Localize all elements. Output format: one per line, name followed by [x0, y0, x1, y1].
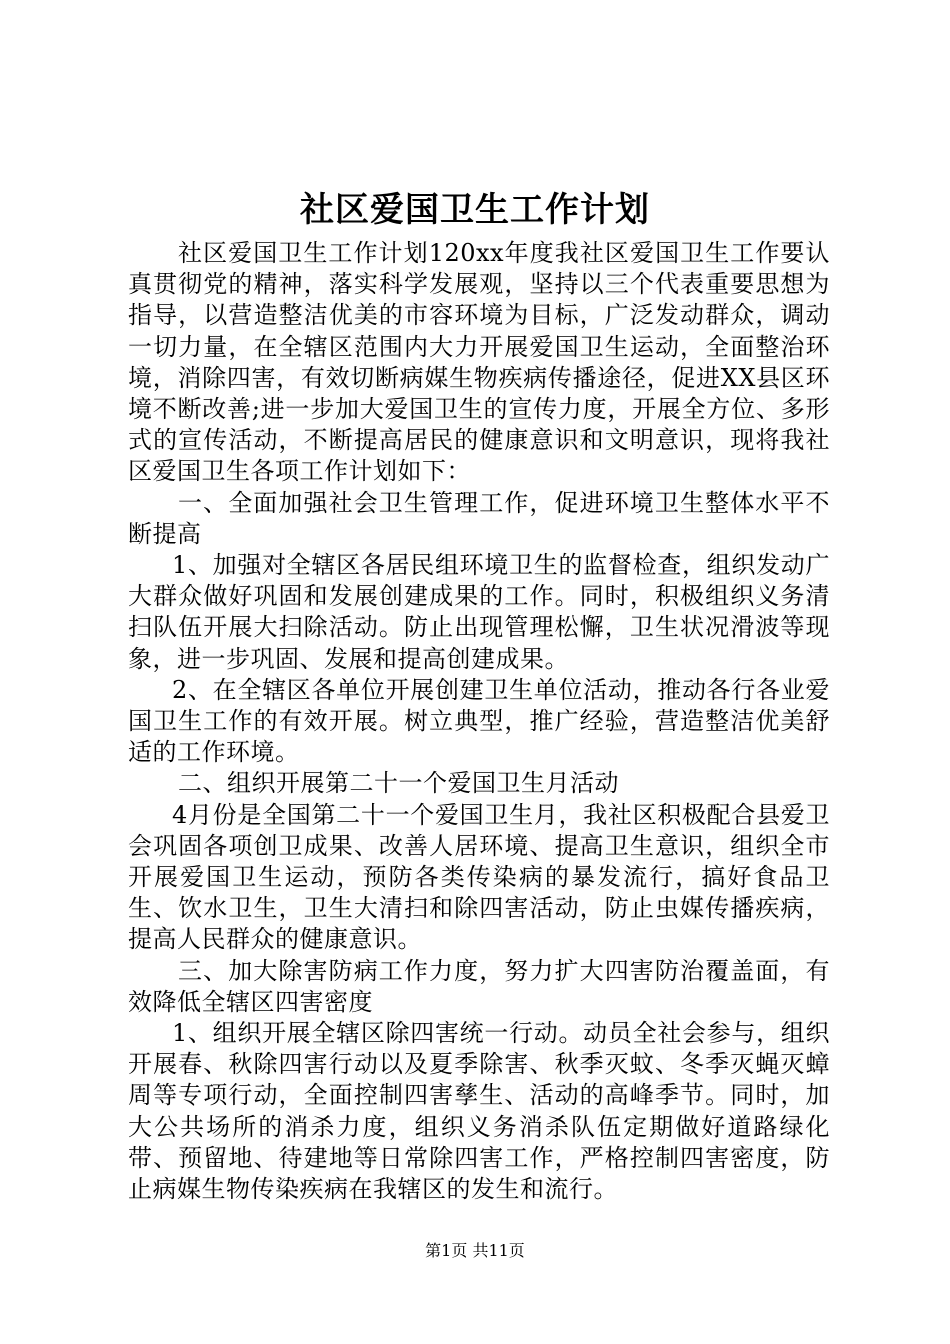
document-body [128, 238, 830, 1205]
document-title: 社区爱国卫生工作计划 [300, 190, 650, 230]
section-3-item-1: 1、组织开展全辖区除四害统一行动。动员全社会参与，组织开展春、秋除四害行动以及夏季除害、秋季灭蚊、冬季灭蝇灭蟑周等专项行动，全面控制四害孳生、活动的高峰季节。同时，加大公共场所的消杀力度，组织义务消杀队伍定期做好道路绿化带、预留地、待建地等日常除四害工作，严格控制四害密度，防止病媒生物传染疾病在我辖区的发生和流行。 [128, 1019, 830, 1204]
intro-paragraph: 社区爱国卫生工作计划120xx年度我社区爱国卫生工作要认真贯彻党的精神，落实科学发展观，坚持以三个代表重要思想为指导，以营造整洁优美的市容环境为目标，广泛发动群众，调动一切力量，在全辖区范围内大力开展爱国卫生运动，全面整治环境，消除四害，有效切断病媒生物疾病传播途径，促进XX县区环境不断改善;进一步加大爱国卫生的宣传力度，开展全方位、多形式的宣传活动，不断提高居民的健康意识和文明意识，现将我社区爱国卫生各项工作计划如下： [128, 239, 830, 486]
section-1-item-1: 1、加强对全辖区各居民组环境卫生的监督检查，组织发动广大群众做好巩固和发展创建成果的工作。同时，积极组织义务清扫队伍开展大扫除活动。防止出现管理松懈，卫生状况滑波等现象，进一步巩固、发展和提高创建成果。 [128, 551, 830, 673]
section-heading-3: 三、加大除害防病工作力度，努力扩大四害防治覆盖面，有效降低全辖区四害密度 [128, 956, 830, 1016]
page-number-footer: 第1页 共11页 [425, 1241, 525, 1260]
section-1-item-2: 2、在全辖区各单位开展创建卫生单位活动，推动各行各业爱国卫生工作的有效开展。树立典型，推广经验，营造整洁优美舒适的工作环境。 [128, 675, 830, 767]
section-heading-2: 二、组织开展第二十一个爱国卫生月活动 [178, 769, 619, 798]
section-2-item-1: 4月份是全国第二十一个爱国卫生月，我社区积极配合县爱卫会巩固各项创卫成果、改善人居环境、提高卫生意识，组织全市开展爱国卫生运动，预防各类传染病的暴发流行，搞好食品卫生、饮水卫生，卫生大清扫和除四害活动，防止虫媒传播疾病，提高人民群众的健康意识。 [128, 800, 830, 954]
section-heading-1: 一、全面加强社会卫生管理工作，促进环境卫生整体水平不断提高 [128, 488, 830, 548]
